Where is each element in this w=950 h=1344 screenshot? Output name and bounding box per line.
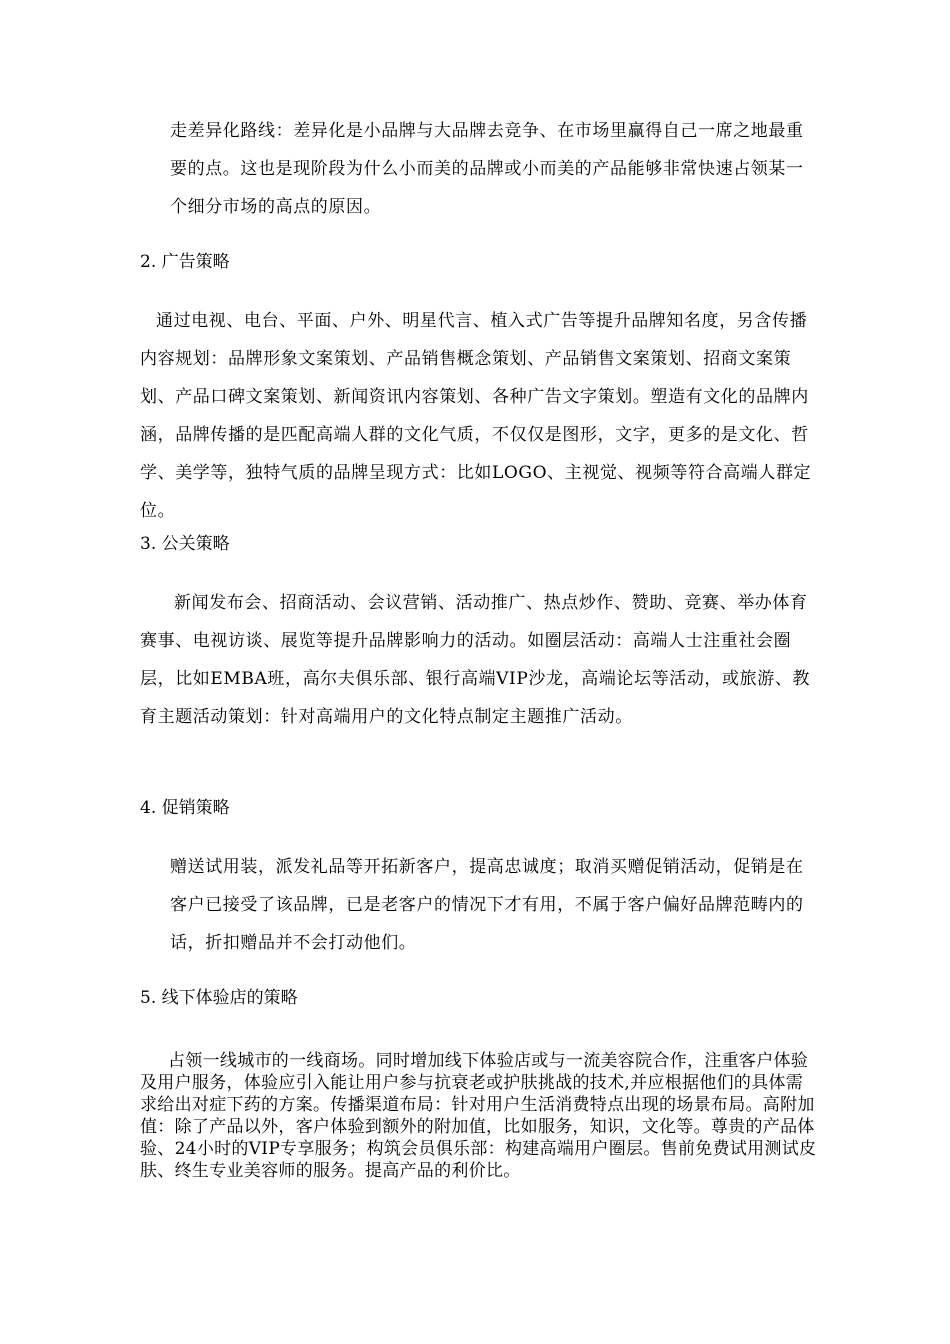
- paragraph-advertising-strategy: 通过电视、电台、平面、户外、明星代言、植入式广告等提升品牌知名度，另含传播内容规划：品牌形象文案策划、产品销售概念策划、产品销售文案策划、招商文案策划、产品口碑文案策划、新闻资讯内容策划、各种广告文字策划。塑造有文化的品牌内涵，品牌传播的是匹配高端人群的文化气质，不仅仅是图形，文字，更多的是文化、哲学、美学等，独特气质的品牌呈现方式：比如LOGO、主视觉、视频等符合高端人群定位。: [140, 311, 812, 521]
- heading-promotion-strategy: 4. 促销策略: [140, 798, 230, 818]
- paragraph-promotion-strategy: 赠送试用装，派发礼品等开拓新客户，提高忠诚度；取消买赠促销活动，促销是在客户已接受了该品牌，已是老客户的情况下才有用，不属于客户偏好品牌范畴内的话，折扣赠品并不会打动他们。: [170, 857, 804, 953]
- heading-advertising-strategy: 2. 广告策略: [140, 252, 230, 272]
- heading-offline-store-strategy: 5. 线下体验店的策略: [140, 988, 298, 1008]
- paragraph-differentiation: 走差异化路线：差异化是小品牌与大品牌去竞争、在市场里赢得自己一席之地最重要的点。这也是现阶段为什么小而美的品牌或小而美的产品能够非常快速占领某一个细分市场的高点的原因。: [170, 121, 804, 217]
- paragraph-pr-strategy: 新闻发布会、招商活动、会议营销、活动推广、热点炒作、赞助、竞赛、举办体育赛事、电视访谈、展览等提升品牌影响力的活动。如圈层活动：高端人士注重社会圈层，比如EMBA班，高尔夫俱乐部、银行高端VIP沙龙，高端论坛等活动，或旅游、教育主题活动策划：针对高端用户的文化特点制定主题推广活动。: [140, 593, 811, 727]
- heading-pr-strategy: 3. 公关策略: [140, 534, 230, 554]
- paragraph-offline-store-strategy: 占领一线城市的一线商场。同时增加线下体验店或与一流美容院合作，注重客户体验及用户服务，体验应引入能让用户参与抗衰老或护肤挑战的技术,并应根据他们的具体需求给出对症下药的方案。传播渠道布局：针对用户生活消费特点出现的场景布局。高附加值：除了产品以外，客户体验到额外的附加值，比如服务，知识，文化等。尊贵的产品体验、24小时的VIP专享服务；构筑会员俱乐部：构建高端用户圈层。售前免费试用测试皮肤、终生专业美容师的服务。提高产品的利价比。: [140, 1051, 817, 1181]
